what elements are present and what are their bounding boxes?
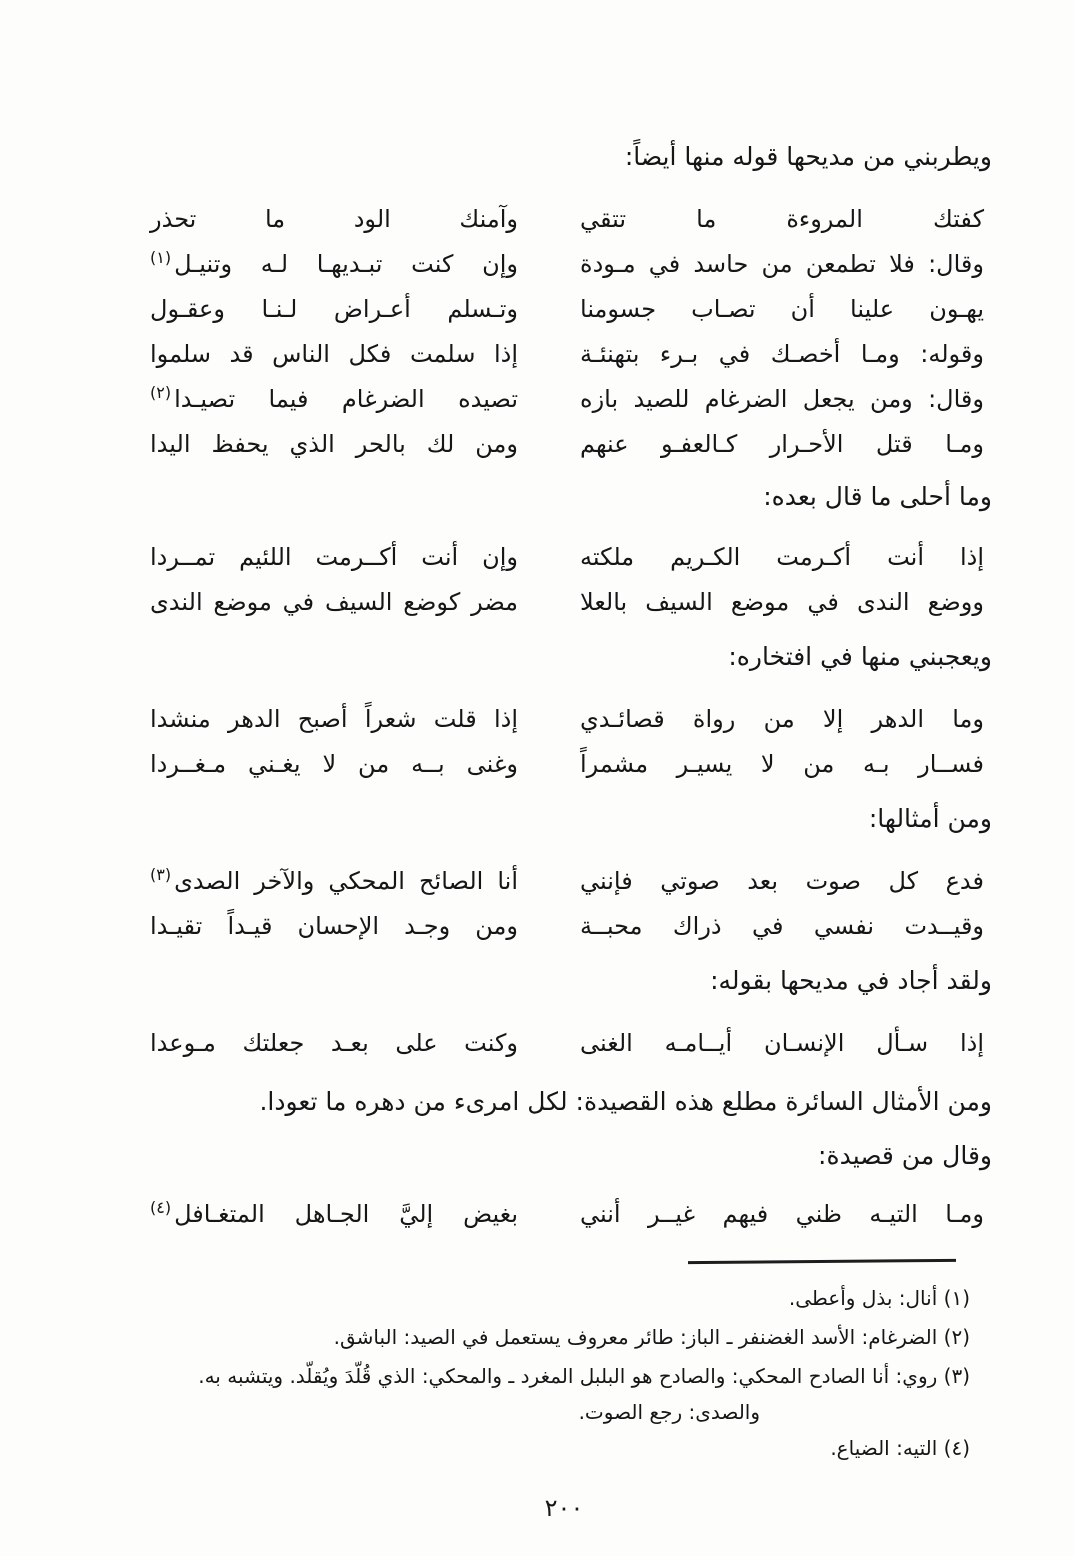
verse-row — [150, 1022, 984, 1067]
footnotes — [108, 1279, 992, 1468]
verse-row — [150, 243, 984, 288]
prose-paragraph: وما أحلى ما قال بعده: — [763, 482, 992, 511]
hemistich-second — [150, 860, 518, 905]
hemistich-second — [150, 243, 518, 288]
hemistich-second: مضر كوضع السيف في موضع الندى — [150, 588, 518, 616]
verse-row — [150, 198, 984, 243]
verse-row — [150, 333, 984, 378]
hemistich-first: ووضع الندى في موضع السيف بالعلا — [580, 588, 984, 616]
hemistich-first: وقوله: ومـا أخصـك في بـرء بتهنئـة — [580, 340, 984, 368]
prose-paragraph: ومن أمثالها: — [868, 804, 992, 833]
hemistich-second: وتـسلم أعـراض لـنـا وعقـول — [150, 295, 518, 323]
verse-row — [150, 288, 984, 333]
footnote — [108, 1357, 970, 1396]
poem-block — [108, 1193, 992, 1238]
hemistich-first: يهـون علينا أن تصـاب جسومنا — [580, 295, 984, 323]
verse-row — [150, 860, 984, 905]
footnote — [108, 1318, 970, 1357]
poem-block — [108, 198, 992, 468]
prose-paragraph: ومن الأمثال السائرة مطلع هذه القصيدة: لكل امرىء من دهره ما تعودا. — [259, 1087, 992, 1116]
verse-row — [150, 536, 984, 581]
hemistich-first: وقيــدت نفسي في ذراك محبــة — [580, 912, 984, 940]
hemistich-first: وقال: فلا تطمعن من حاسد في مـودة — [580, 250, 984, 278]
footnote-separator — [688, 1259, 956, 1264]
hemistich-first: إذا سـأل الإنسـان أيــامـه الغنى — [580, 1029, 984, 1057]
verse-row — [150, 581, 984, 626]
verse-row — [150, 698, 984, 743]
hemistich-second: وكنت على بعـد جعلتك مـوعدا — [150, 1029, 518, 1057]
hemistich-first: وما الدهر إلا من رواة قصائـدي — [580, 705, 984, 733]
hemistich-first: فدع كل صوت بعد صوتي فإنني — [580, 867, 984, 895]
footnote-marker: (٤) — [150, 1198, 172, 1217]
footnote-text: أنال: بذل وأعطى. — [788, 1286, 938, 1310]
footnote-text: التيه: الضياع. — [830, 1436, 938, 1460]
hemistich-second: وآمنك الود ما تحذر — [150, 205, 518, 233]
hemistich-text: أنا الصائح المحكي والآخر الصدى — [174, 867, 518, 895]
footnote-marker: (١) — [150, 248, 172, 267]
footnote-number: (٤) — [943, 1436, 970, 1460]
poem-block — [108, 698, 992, 788]
hemistich-first: ومـا قتل الأحـرار كـالعفـو عنهم — [580, 430, 984, 458]
hemistich-second — [150, 1193, 518, 1238]
hemistich-second — [150, 378, 518, 423]
hemistich-second: إذا قلت شعراً أصبح الدهر منشدا — [150, 705, 518, 733]
hemistich-text: وإن كنت تبـديهـا لـه وتنيـل — [174, 250, 518, 278]
verse-row — [150, 905, 984, 950]
footnote — [108, 1279, 970, 1318]
poem-block — [108, 860, 992, 950]
prose-paragraph: ويعجبني منها في افتخاره: — [728, 642, 992, 671]
footnote-continuation: والصدى: رجع الصوت. — [578, 1400, 760, 1424]
hemistich-second: ومن وجـد الإحسان قيـداً تقيـدا — [150, 912, 518, 940]
hemistich-first: وقال: ومن يجعل الضرغام للصيد بازه — [580, 385, 984, 413]
hemistich-second: وإن أنت أكــرمت اللئيم تمــردا — [150, 543, 518, 571]
prose-paragraph: وقال من قصيدة: — [818, 1141, 992, 1170]
hemistich-first: كفتك المروءة ما تتقي — [580, 205, 984, 233]
footnote-number: (١) — [943, 1286, 970, 1310]
hemistich-second: ومن لك بالحر الذي يحفظ اليدا — [150, 430, 518, 458]
poem-block — [108, 536, 992, 626]
hemistich-first: إذا أنت أكـرمت الكـريم ملكته — [580, 543, 984, 571]
footnote-number: (٢) — [943, 1325, 970, 1349]
footnote-number: (٣) — [943, 1364, 970, 1388]
hemistich-first: فســار بـه من لا يسيـر مشمراً — [580, 750, 984, 778]
verse-row — [150, 378, 984, 423]
hemistich-second: وغنى بــه من لا يغـني مـغــردا — [150, 750, 518, 778]
page-number: ٢٠٠ — [544, 1494, 584, 1522]
hemistich-text: بغيض إليَّ الجـاهل المتغـافل — [174, 1200, 518, 1228]
prose-paragraph: ولقد أجاد في مديحها بقوله: — [710, 966, 992, 995]
footnote-marker: (٢) — [150, 383, 172, 402]
verse-row — [150, 743, 984, 788]
hemistich-text: تصيده الضرغام فيما تصيـدا — [174, 385, 518, 413]
prose-paragraph: ويطربني من مديحها قوله منها أيضاً: — [624, 142, 992, 171]
footnote-marker: (٣) — [150, 865, 172, 884]
poem-block — [108, 1022, 992, 1067]
verse-row — [150, 1193, 984, 1238]
footnote-text: الضرغام: الأسد الغضنفر ـ الباز: طائر معروف يستعمل في الصيد: الباشق. — [333, 1325, 938, 1349]
verse-row — [150, 423, 984, 468]
hemistich-second: إذا سلمت فكل الناس قد سلموا — [150, 340, 518, 368]
footnote — [108, 1429, 970, 1468]
footnote-text: روي: أنا الصادح المحكي: والصادح هو البلبل المغرد ـ والمحكي: الذي قُلّدَ ويُقلّد. ويتشبه به. — [198, 1364, 938, 1388]
hemistich-first: ومـا التيـه ظني فيهم غيــر أنني — [580, 1200, 984, 1228]
